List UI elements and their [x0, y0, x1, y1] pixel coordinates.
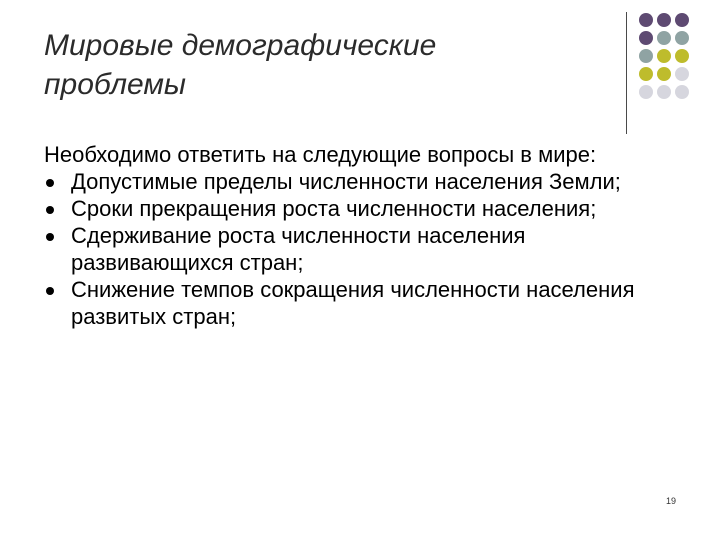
page-number: 19 — [665, 496, 676, 506]
decorative-dot — [639, 49, 653, 63]
bullet-dot-icon — [46, 179, 54, 187]
vertical-divider — [626, 12, 627, 134]
decorative-dot — [657, 85, 671, 99]
decorative-dot — [657, 67, 671, 81]
bullet-text: Снижение темпов сокращения численности населения развитых стран; — [71, 277, 635, 329]
slide-title-line-1: Мировые демографические — [44, 29, 437, 62]
bullet-list — [44, 168, 684, 330]
slide-body — [44, 141, 684, 330]
intro-text: Необходимо ответить на следующие вопросы в мире: — [44, 142, 597, 167]
bullet-text: Допустимые пределы численности населения Земли; — [71, 169, 621, 194]
bullet-dot-icon — [46, 233, 54, 241]
decorative-dot-grid — [634, 12, 714, 122]
decorative-dot — [675, 67, 689, 81]
bullet-item — [44, 276, 684, 330]
bullet-item — [44, 168, 684, 195]
decorative-dot — [675, 31, 689, 45]
decorative-dot — [657, 13, 671, 27]
slide-title — [44, 26, 604, 104]
decorative-dot — [639, 13, 653, 27]
bullet-dot-icon — [46, 287, 54, 295]
decorative-dot — [657, 31, 671, 45]
slide-title-line-2: проблемы — [44, 68, 187, 101]
decorative-dot — [675, 13, 689, 27]
decorative-dot — [639, 31, 653, 45]
bullet-item — [44, 222, 684, 276]
bullet-dot-icon — [46, 206, 54, 214]
decorative-dot — [657, 49, 671, 63]
bullet-text: Сдерживание роста численности населения развивающихся стран; — [71, 223, 526, 275]
bullet-item — [44, 195, 684, 222]
decorative-dot — [639, 85, 653, 99]
decorative-dot — [675, 85, 689, 99]
bullet-text: Сроки прекращения роста численности населения; — [71, 196, 597, 221]
decorative-dot — [639, 67, 653, 81]
decorative-dot — [675, 49, 689, 63]
